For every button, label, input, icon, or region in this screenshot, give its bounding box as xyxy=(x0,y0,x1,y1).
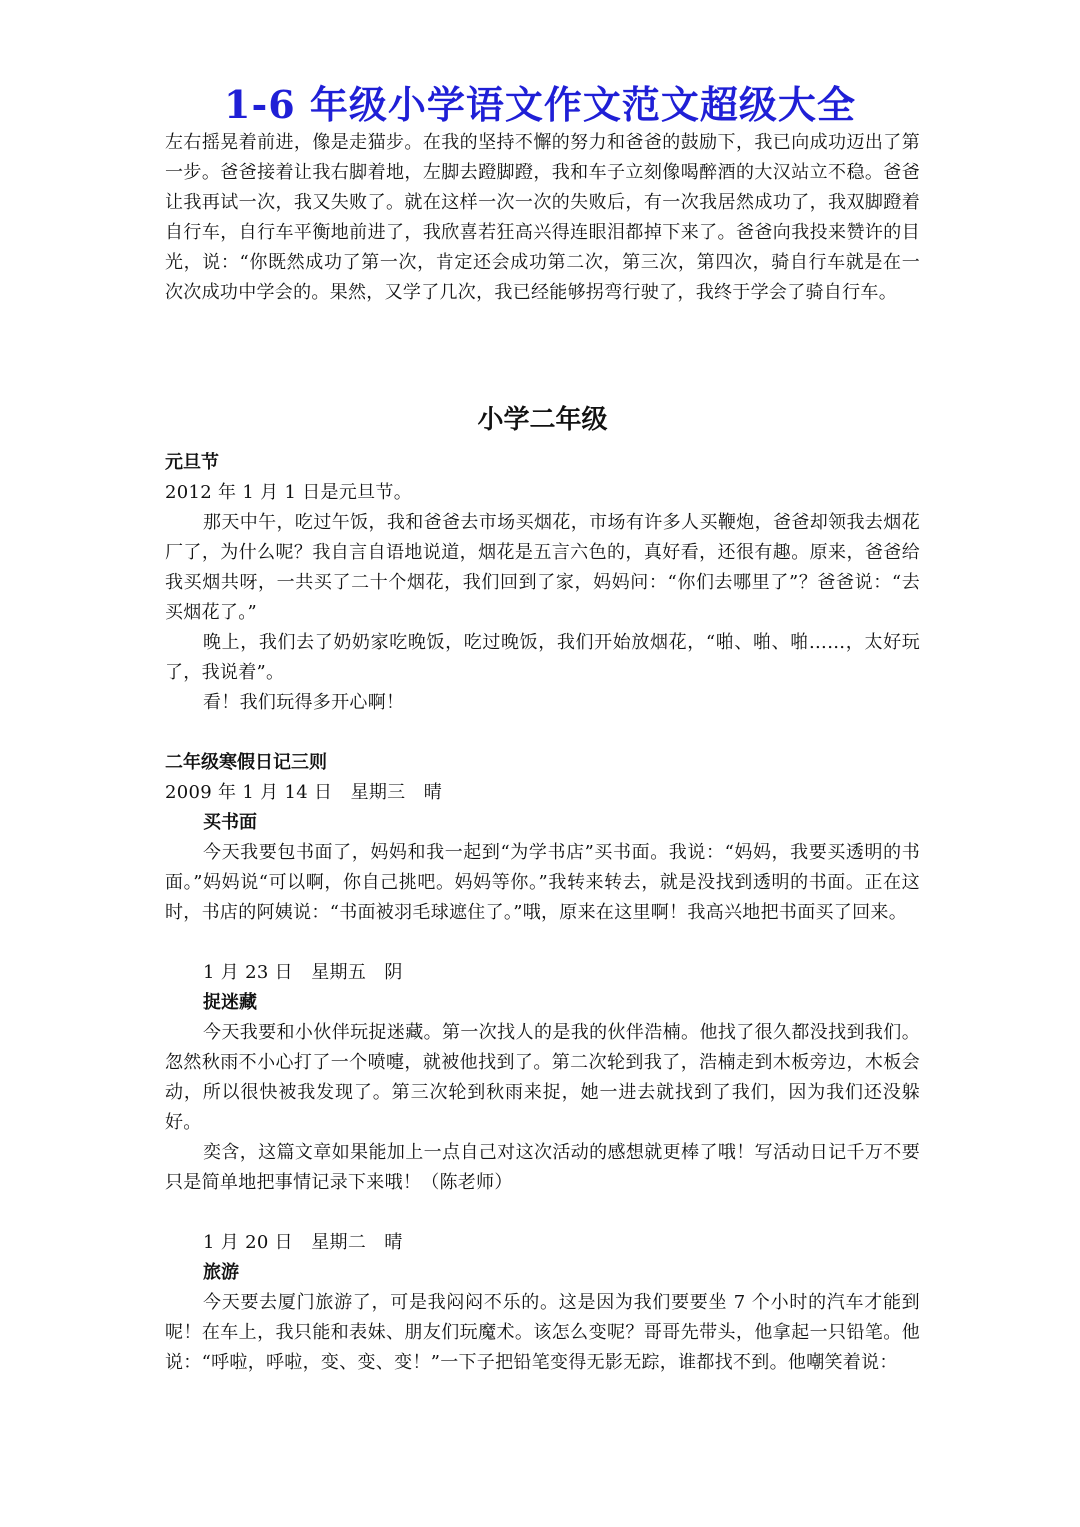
diary-entry-body: 今天我要包书面了，妈妈和我一起到“为学书店”买书面。我说：“妈妈，我要买透明的书面。”妈妈说“可以啊，你自己挑吧。妈妈等你。”我转来转去，就是没找到透明的书面。正在这时，书店的阿姨说：“书面被羽毛球遮住了。”哦，原来在这里啊！我高兴地把书面买了回来。 xyxy=(165,842,920,923)
spacer xyxy=(165,718,920,748)
diary-entry-body: 今天我要和小伙伴玩捉迷藏。第一次找人的是我的伙伴浩楠。他找了很久都没找到我们。忽然秋雨不小心打了一个喷嚏，就被他找到了。第二次轮到我了，浩楠走到木板旁边，木板会动，所以很快被我发现了。第三次轮到秋雨来捉，她一进去就找到了我们，因为我们还没躲好。 xyxy=(165,1022,920,1133)
essay-paragraph: 看！我们玩得多开心啊！ xyxy=(203,692,405,713)
spacer xyxy=(165,1198,920,1228)
document-title: 1-6 年级小学语文作文范文超级大全 xyxy=(224,82,856,127)
diary-date: 1 月 23 日 星期五 阴 xyxy=(203,962,403,983)
diary-entry-title: 买书面 xyxy=(203,812,257,833)
essay-title-diary: 二年级寒假日记三则 xyxy=(165,752,327,773)
document-body xyxy=(165,128,920,1378)
spacer xyxy=(165,440,920,448)
essay-title-yuandan: 元旦节 xyxy=(165,452,219,473)
essay-date-line: 2012 年 1 月 1 日是元旦节。 xyxy=(165,482,413,503)
diary-entry-body: 今天要去厦门旅游了，可是我闷闷不乐的。这是因为我们要要坐 7 个小时的汽车才能到呢！在车上，我只能和表妹、朋友们玩魔术。该怎么变呢？哥哥先带头，他拿起一只铅笔。他说：“呼啦，呼啦，变、变、变！”一下子把铅笔变得无影无踪，谁都找不到。他嘲笑着说： xyxy=(165,1292,920,1373)
diary-date: 1 月 20 日 星期二 晴 xyxy=(203,1232,403,1253)
essay-paragraph: 那天中午，吃过午饭，我和爸爸去市场买烟花，市场有许多人买鞭炮，爸爸却领我去烟花厂了，为什么呢？我自言自语地说道，烟花是五言六色的，真好看，还很有趣。原来，爸爸给我买烟共呀，一共买了二十个烟花，我们回到了家，妈妈问：“你们去哪里了”？爸爸说：“去买烟花了。” xyxy=(165,512,920,623)
spacer xyxy=(165,308,920,400)
intro-paragraph: 左右摇晃着前进，像是走猫步。在我的坚持不懈的努力和爸爸的鼓励下，我已向成功迈出了第一步。爸爸接着让我右脚着地，左脚去蹬脚蹬，我和车子立刻像喝醉酒的大汉站立不稳。爸爸让我再试一次，我又失败了。就在这样一次一次的失败后，有一次我居然成功了，我双脚蹬着自行车，自行车平衡地前进了，我欣喜若狂高兴得连眼泪都掉下来了。爸爸向我投来赞许的目光，说：“你既然成功了第一次，肯定还会成功第二次，第三次，第四次，骑自行车就是在一次次成功中学会的。果然，又学了几次，我已经能够拐弯行驶了，我终于学会了骑自行车。 xyxy=(165,132,920,303)
essay-paragraph: 晚上，我们去了奶奶家吃晚饭，吃过晚饭，我们开始放烟花，“啪、啪、啪……，太好玩了，我说着”。 xyxy=(165,632,920,683)
diary-date: 2009 年 1 月 14 日 星期三 晴 xyxy=(165,782,443,803)
spacer xyxy=(165,928,920,958)
diary-entry-title: 捉迷藏 xyxy=(203,992,257,1013)
teacher-comment: 奕含，这篇文章如果能加上一点自己对这次活动的感想就更棒了哦！写活动日记千万不要只是简单地把事情记录下来哦！（陈老师） xyxy=(165,1142,920,1193)
section-title: 小学二年级 xyxy=(477,405,608,435)
diary-entry-title: 旅游 xyxy=(203,1262,239,1283)
